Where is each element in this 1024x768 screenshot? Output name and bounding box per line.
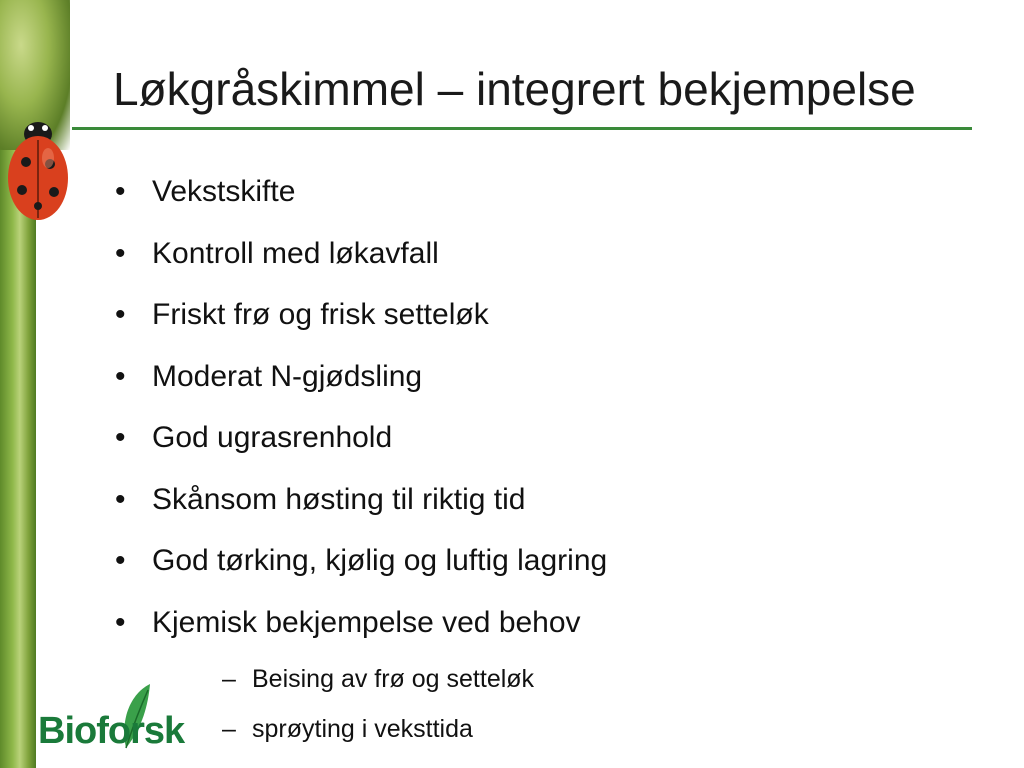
list-item [115, 606, 607, 668]
bioforsk-logo [38, 680, 188, 760]
bullet-glyph: • [115, 605, 126, 639]
title-divider [72, 127, 972, 130]
bullet-text: Friskt frø og frisk setteløk [152, 298, 489, 331]
bullet-glyph: • [115, 544, 126, 577]
sub-bullet-list [222, 665, 534, 765]
sub-bullet-text: Beising av frø og setteløk [252, 665, 535, 693]
list-item [115, 175, 607, 237]
bullet-glyph: • [115, 359, 126, 393]
bullet-text: Vekstskifte [152, 175, 296, 208]
list-item [115, 544, 607, 606]
bullet-text: Kontroll med løkavfall [152, 236, 439, 270]
sub-list-item [222, 665, 534, 715]
bullet-glyph: • [115, 175, 126, 208]
bullet-glyph: • [115, 298, 126, 331]
bullet-text: Moderat N-gjødsling [152, 359, 423, 393]
bullet-list [115, 175, 607, 667]
bullet-glyph: • [115, 236, 126, 270]
bullet-text: Skånsom høsting til riktig tid [152, 482, 526, 516]
list-item [115, 421, 607, 483]
bullet-glyph: • [115, 482, 126, 516]
sub-bullet-text: sprøyting i veksttida [252, 715, 473, 743]
list-item [115, 237, 607, 299]
dash-glyph: – [222, 665, 236, 693]
list-item [115, 298, 607, 360]
list-item [115, 483, 607, 545]
sub-list-item [222, 715, 534, 765]
list-item [115, 360, 607, 422]
bullet-text: God ugrasrenhold [152, 421, 393, 454]
bullet-text: Kjemisk bekjempelse ved behov [152, 605, 581, 639]
ladybug-image [4, 110, 74, 230]
bullet-glyph: • [115, 421, 126, 454]
slide-title: Løkgråskimmel – integrert bekjempelse [113, 63, 916, 115]
bullet-text: God tørking, kjølig og luftig lagring [152, 544, 608, 577]
dash-glyph: – [222, 715, 236, 743]
logo-text: Bioforsk [38, 710, 185, 752]
